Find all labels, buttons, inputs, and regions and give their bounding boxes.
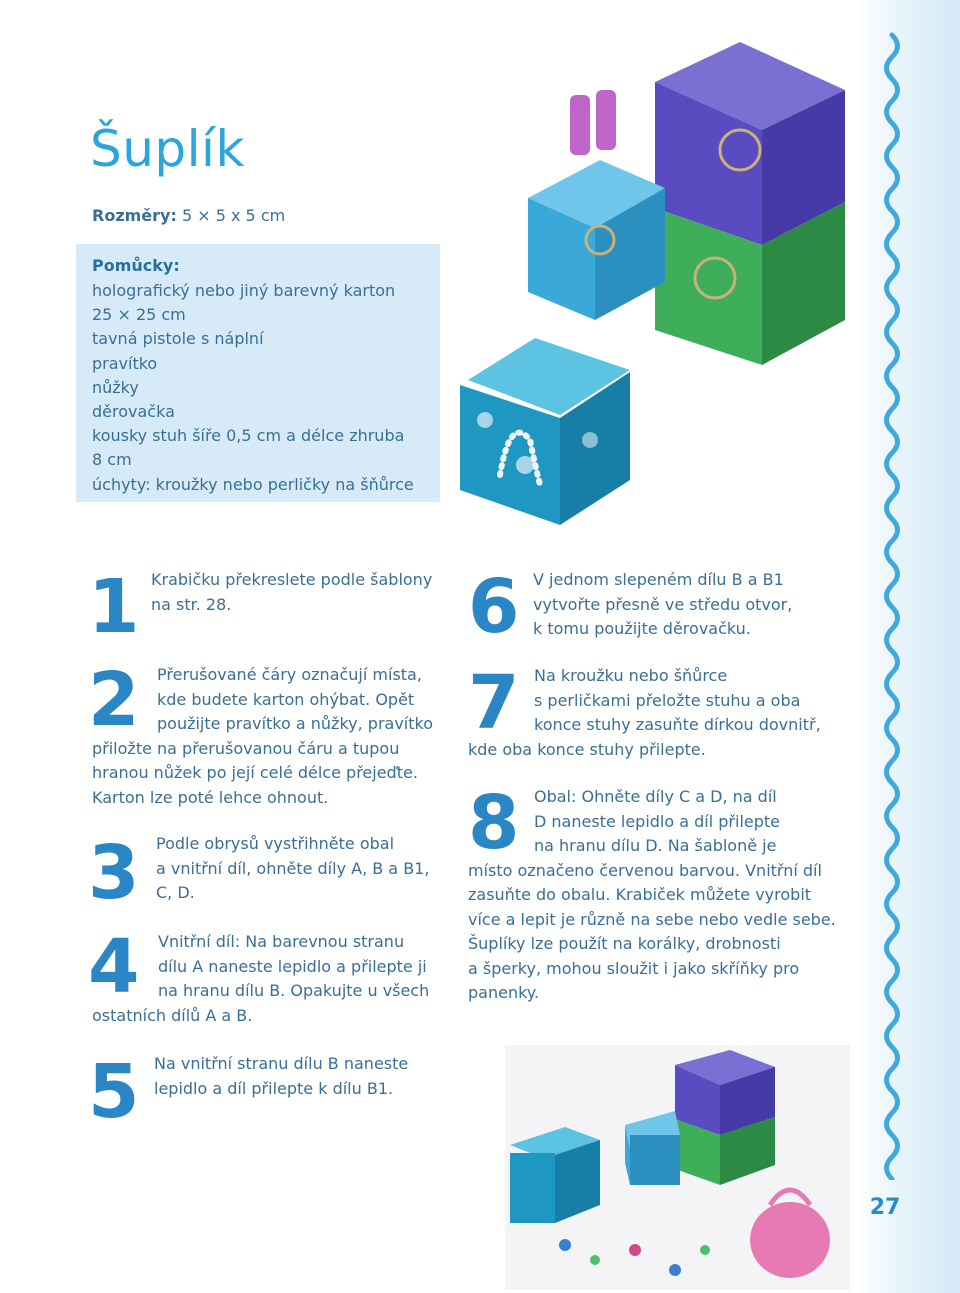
step-line: Krabičku překreslete podle šablony	[151, 570, 433, 589]
step-line: místo označeno červenou barvou. Vnitřní díl	[468, 860, 822, 880]
step-line: zasuňte do obalu. Krabiček můžete vyrobit	[468, 885, 812, 904]
step-number: 2	[88, 657, 140, 743]
step-number: 1	[88, 564, 140, 650]
step-line: na hranu dílu D. Na šabloně je	[534, 836, 777, 855]
list-item: 25 × 25 cm	[92, 305, 186, 325]
list-item: děrovačka	[92, 402, 175, 422]
step-text	[533, 568, 853, 642]
step-number: 8	[468, 780, 520, 866]
step-line: na hranu dílu B. Opakujte u všech	[158, 981, 430, 1000]
list-item: pravítko	[92, 353, 158, 373]
wave-border-icon	[872, 30, 912, 1180]
drawer-boxes-photo	[440, 20, 850, 540]
step-line: Přerušované čáry označují místa,	[157, 665, 422, 684]
step-number: 6	[468, 564, 520, 650]
step-line: Karton lze poté lehce ohnout.	[92, 787, 329, 807]
boxes-with-accessories-photo	[505, 1045, 850, 1290]
tools-list	[92, 279, 422, 497]
step-text	[468, 780, 853, 1006]
dimensions-label: Rozměry:	[92, 206, 177, 225]
step-line: více a lepit je různě na sebe nebo vedle sebe.	[468, 909, 836, 929]
step-line: Obal: Ohněte díly C a D, na díl	[534, 787, 777, 806]
step-line: a šperky, mohou sloužit i jako skříňky pro	[468, 958, 800, 978]
dimensions-value: 5 × 5 x 5 cm	[181, 206, 286, 225]
step-line: na str. 28.	[151, 594, 232, 614]
step-line: Na kroužku nebo šňůrce	[534, 666, 728, 685]
step-line: Vnitřní díl: Na barevnou stranu	[158, 932, 405, 951]
step-line: panenky.	[468, 983, 540, 1002]
step-text	[92, 663, 452, 810]
step-line: Šuplíky lze použít na korálky, drobnosti	[468, 934, 781, 953]
step-number: 5	[88, 1049, 140, 1135]
page-title: Šuplík	[90, 120, 245, 178]
step-line: vytvořte přesně ve středu otvor,	[533, 594, 793, 614]
list-item: tavná pistole s náplní	[92, 329, 264, 349]
step-line: D naneste lepidlo a díl přilepte	[534, 811, 781, 831]
step-line: konce stuhy zasuňte dírkou dovnitř,	[534, 715, 821, 734]
step-number: 7	[468, 660, 520, 746]
page-number: 27	[869, 1195, 901, 1220]
step-line: ostatních dílů A a B.	[92, 1005, 253, 1025]
step-text	[156, 832, 446, 906]
step-line: s perličkami přeložte stuhu a oba	[534, 690, 801, 710]
list-item: holografický nebo jiný barevný karton	[92, 281, 396, 300]
step-text	[154, 1052, 454, 1101]
step-line: V jednom slepeném dílu B a B1	[533, 570, 784, 589]
step-line: Podle obrysů vystřihněte obal	[156, 834, 395, 853]
list-item: úchyty: kroužky nebo perličky na šňůrce	[92, 474, 414, 494]
step-line: kde budete karton ohýbat. Opět	[157, 689, 415, 709]
step-line: k tomu použijte děrovačku.	[533, 619, 751, 638]
tools-heading: Pomůcky:	[92, 256, 180, 275]
step-line: dílu A naneste lepidlo a přilepte ji	[158, 956, 427, 976]
step-text	[151, 568, 451, 617]
step-number: 3	[88, 830, 140, 916]
step-text	[92, 930, 452, 1028]
step-line: hranou nůžek po její celé délce přejeďte.	[92, 763, 418, 782]
list-item: 8 cm	[92, 450, 132, 470]
step-text	[468, 660, 848, 762]
step-line: kde oba konce stuhy přilepte.	[468, 739, 706, 759]
step-number: 4	[88, 924, 140, 1010]
step-line: C, D.	[156, 883, 195, 902]
step-line: použijte pravítko a nůžky, pravítko	[157, 714, 433, 733]
list-item: nůžky	[92, 377, 139, 397]
dimensions	[92, 206, 285, 225]
step-line: lepidlo a díl přilepte k dílu B1.	[154, 1078, 394, 1098]
step-line: a vnitřní díl, ohněte díly A, B a B1,	[156, 858, 430, 878]
step-line: Na vnitřní stranu dílu B naneste	[154, 1054, 409, 1073]
step-line: přiložte na přerušovanou čáru a tupou	[92, 738, 400, 758]
list-item: kousky stuh šíře 0,5 cm a délce zhruba	[92, 426, 405, 446]
